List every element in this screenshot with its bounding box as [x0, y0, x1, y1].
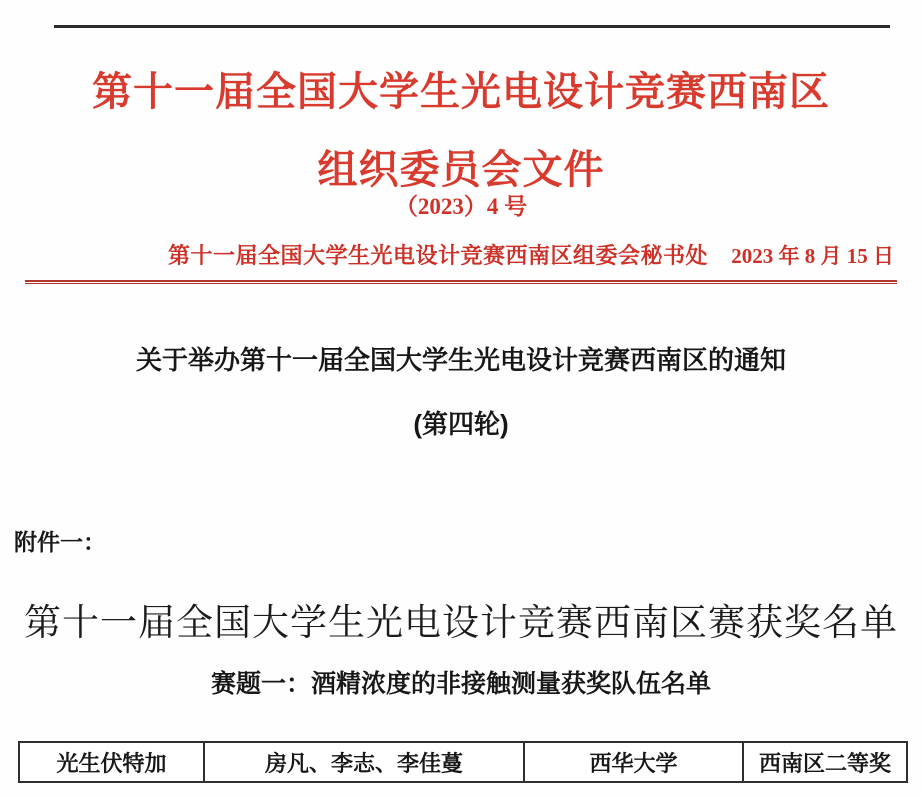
award-table-cell-award: 西南区二等奖	[758, 750, 891, 776]
issuer-row	[168, 239, 894, 270]
award-table-cell-school: 西华大学	[525, 743, 744, 781]
document-number: （2023）4 号	[394, 194, 528, 219]
letterhead-title-line1: 第十一届全国大学生光电设计竞赛西南区	[92, 70, 830, 114]
issue-date: 2023 年 8 月 15 日	[731, 244, 894, 268]
notice-title: 关于举办第十一届全国大学生光电设计竞赛西南区的通知	[135, 345, 786, 375]
award-list-heading: 第十一届全国大学生光电设计竞赛西南区赛获奖名单	[24, 602, 898, 643]
award-table-cell-team: 光生伏特加	[20, 743, 205, 781]
top-horizontal-rule	[54, 25, 890, 28]
award-table	[18, 741, 908, 783]
notice-round-label: (第四轮)	[413, 409, 509, 439]
red-horizontal-rule	[25, 280, 897, 284]
letterhead-title-line2: 组织委员会文件	[317, 148, 605, 192]
topic-one-subheading: 赛题一：酒精浓度的非接触测量获奖队伍名单	[210, 670, 711, 698]
award-table-cell-members: 房凡、李志、李佳蔓	[205, 743, 525, 781]
attachment-label: 附件一：	[14, 529, 106, 555]
issuer-name: 第十一届全国大学生光电设计竞赛西南区组委会秘书处	[168, 243, 709, 268]
